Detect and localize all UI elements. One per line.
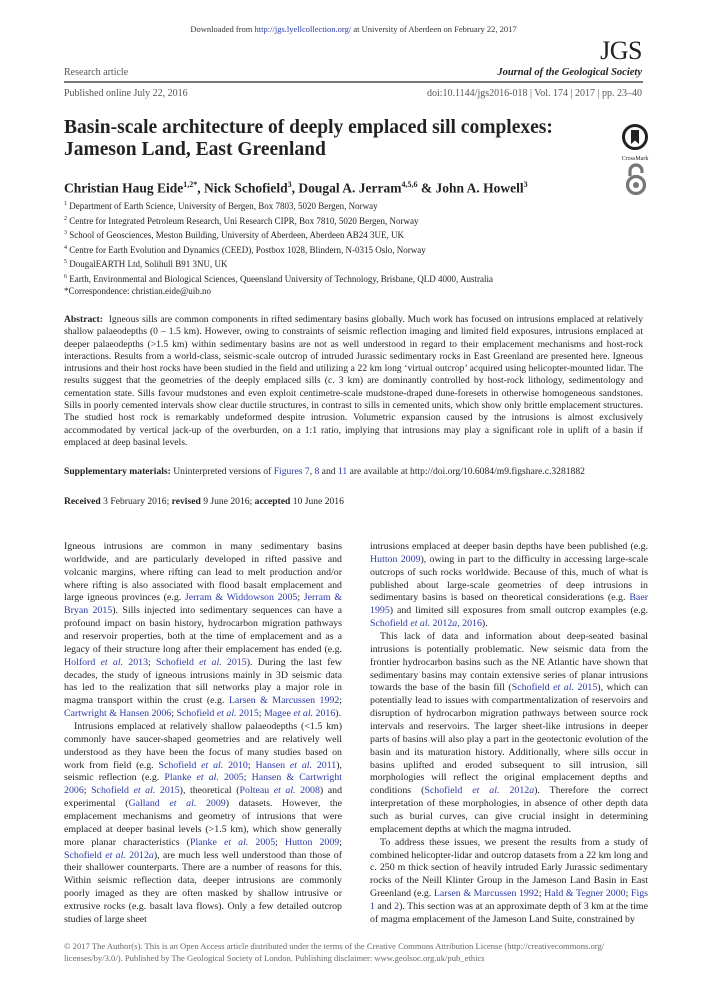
affiliation-list	[64, 198, 493, 298]
citation-link[interactable]: Magee et al. 2016	[263, 708, 336, 720]
license-line-2: licenses/by/3.0/). Published by The Geological Society of London. Publishing disclaimer: www.geolsoc.org.uk/pub_ethics	[64, 953, 485, 963]
affiliation-item	[64, 256, 493, 271]
citation-link[interactable]: Jerram & Bryan 2015	[64, 592, 342, 617]
body-text: ). This section was at an approximate depth of 3 km at the time of magma emplacement of the Jameson Land Suite, constrained by	[370, 901, 648, 925]
affiliation-text: Earth, Environmental and Biological Sciences, Queensland University of Technology, Brisbane, QLD 4000, Australia	[67, 273, 494, 284]
citation-link[interactable]: Hutton 2009	[284, 836, 340, 848]
doi-citation: doi:10.1144/jgs2016-018 | Vol. 174 | 2017 | pp. 23–40	[427, 88, 642, 99]
body-text: ). Sills injected into sedimentary sequences can have a profound impact on basin history, hydrocarbon migration pathways and reservoir properties, both at the time of emplacement and as a legacy of their structure long after their emplacement has ended (e.g.	[64, 605, 342, 655]
citation-link[interactable]: Larsen & Marcussen 1992	[433, 888, 539, 900]
author-affiliation-marker: 3	[287, 180, 292, 189]
affiliation-text: Centre for Earth Evolution and Dynamics (CEED), Postbox 1028, Blindern, N-0315 Oslo, Norway	[67, 244, 426, 255]
body-text: ) and limited sill exposures from small outcrop examples (e.g.	[389, 605, 648, 617]
citation-link[interactable]: Schofield et al. 2012a, 2016	[370, 618, 482, 630]
citation-link[interactable]: Planke et al. 2005	[164, 772, 244, 784]
separator: and	[319, 466, 338, 477]
body-text: This lack of data and information about deep-seated basinal intrusions is potentially problematic. New seismic data from the frontier hydrocarbon basins such as the NE Atlantic have shown that sedimentary basins may contain extensive series of planar intrusions towards the base of the basin fill (	[370, 631, 648, 694]
affiliation-number: 5	[64, 259, 67, 265]
body-text: Igneous intrusions are common in many sedimentary basins worldwide, and are particularly developed in rifted passive and volcanic margins, where rifting can lead to melt production and/or where rifting is also associated with flood basalt emplacement and large igneous provinces (e.g.	[64, 541, 342, 604]
citation-link[interactable]: Schofield et al. 2015	[156, 656, 247, 668]
body-text: Intrusions emplaced at relatively shallow palaeodepths (<1.5 km) commonly have saucer-shaped geometries and are relatively well understood as they have been the focus of many studies based on work from field (e.g.	[64, 721, 342, 771]
affiliation-text: Centre for Integrated Petroleum Research, Uni Research CIPR, Box 7810, 5020 Bergen, Norway	[67, 215, 419, 226]
body-text: ;	[171, 708, 177, 720]
body-text: ), seismic reflection (e.g.	[64, 759, 342, 784]
body-paragraph	[370, 541, 648, 631]
article-history	[64, 496, 344, 507]
body-text: ) and experimental (	[64, 785, 343, 810]
citation-link[interactable]: Schofield et al. 2012a	[424, 785, 535, 797]
separator: ,	[309, 466, 315, 477]
citation-link[interactable]: Planke et al. 2005	[189, 836, 276, 848]
download-suffix: at University of Aberdeen on February 22, 2017	[351, 24, 517, 34]
supplementary-label: Supplementary materials:	[64, 466, 171, 477]
citation-link[interactable]: Schofield et al. 2015	[176, 708, 259, 720]
affiliation-number: 1	[64, 201, 67, 207]
accepted-label: accepted	[254, 496, 291, 507]
body-text: ;	[243, 772, 252, 784]
abstract-text: Igneous sills are common components in rifted sedimentary basins globally. Much work has focused on intrusions emplaced at relatively shallow palaeodepths (0 – 1.5 km). However, owing to constraints of seismic reflection imaging and limited field exposures, intrusions emplaced at deeper palaeodepths (>1.5 km) within sedimentary basins are not as well understood in regard to their emplacement mechanisms and host-rock interactions. Results from a world-class, seismic-scale outcrop of intruded Jurassic sedimentary rocks in East Greenland are presented here. Igneous intrusions and their host rocks have been studied in the field and utilizing a 22 km long ‘virtual outcrop’ acquired using helicopter-mounted lidar. The results suggest that the geometries of the deeply emplaced sills (c. 3 km) are dominantly controlled by host-rock lithology, sedimentology and cementation state. Sills favour mudstones and even exploit centimetre-scale mudstone-draped dune-foresets in otherwise homogeneous sandstones. Sills in poorly cemented intervals show clear ductile structures, in contrast to sills in cemented units, which show only brittle emplacement structures. The studied host rock is remarkably undeformed despite intrusion. Volumetric expansion caused by the intrusions is almost exclusively accommodated by vertical jack-up of the overburden, on a 1:1 ratio, implying that intrusions may play a significant role in uplift of a basin if emplaced at deep basinal levels.	[64, 314, 644, 448]
journal-logo: JGS	[600, 36, 642, 65]
revised-label: revised	[171, 496, 201, 507]
body-text: ;	[83, 785, 92, 797]
download-notice	[0, 24, 707, 34]
body-text: To address these issues, we present the results from a study of combined helicopter-lidar and outcrop datasets from a 22 km long and c. 250 m thick section of heavily intruded Early Jurassic sedimentary rocks of the Neill Klinter Group in the Jameson Land Basin in East Greenland (e.g.	[370, 836, 648, 900]
body-paragraph	[64, 721, 342, 927]
figure-11-link[interactable]: 11	[337, 466, 348, 477]
received-date: 3 February 2016;	[100, 496, 172, 507]
body-text: ). Therefore the correct interpretation of these morphologies, in absence of other depth data such as burial curves, can give crucial insight in determining emplacement depths at which the magma intruded.	[370, 785, 648, 835]
title-line-2: Jameson Land, East Greenland	[64, 139, 326, 160]
citation-link[interactable]: 2	[394, 901, 400, 913]
citation-link[interactable]: Schofield et al. 2015	[91, 785, 180, 797]
affiliation-text: DougalEARTH Ltd, Solihull B91 3NU, UK	[67, 259, 228, 269]
body-text: ).	[335, 708, 342, 720]
affiliation-number: 2	[64, 215, 67, 222]
crossmark-label: CrossMark	[621, 156, 649, 162]
body-column-right	[370, 541, 648, 927]
citation-link[interactable]: Polteau et al. 2008	[239, 785, 320, 797]
author-name: John A. Howell	[435, 180, 524, 196]
affiliation-text: School of Geosciences, Meston Building, University of Aberdeen, Aberdeen AB24 3UE, UK	[67, 230, 404, 240]
received-label: Received	[64, 496, 101, 507]
affiliation-item	[64, 213, 493, 228]
body-paragraph	[370, 631, 648, 837]
revised-date: 9 June 2016;	[200, 496, 255, 507]
figure-8-link[interactable]: 8	[314, 466, 320, 477]
supplementary-url-text: are available at http://doi.org/10.6084/m9.figshare.c.3281882	[347, 466, 585, 477]
body-text: ;	[625, 888, 631, 900]
figure-7-link[interactable]: Figures 7	[273, 466, 310, 477]
author-name: Christian Haug Eide	[64, 180, 184, 196]
citation-link[interactable]: Larsen & Marcussen 1992	[228, 695, 340, 707]
body-text: ), which can potentially lead to issues with compartmentalization of reservoirs and disruption of hydrocarbon migration pathways between source rock intervals and reservoirs. The larger sheet-like intrusions in deeper parts of basins will also play a part in the geotectonic evolution of the basin and its maturation history. Additionally, where sills occur in basins uplifted and eroded subsequent to sill intrusion, sill morphologies will reflect the original emplacement depths and conditions (	[370, 682, 648, 797]
body-text: ), are much less well understood than those of their shallower counterparts. There are a number of reasons for this. Within seismic reflection data, deeper intrusions are commonly poorly imaged as they are often masked by shallow intrusive or extrusive rocks (e.g. basalt lava flows). Only a few detailed outcrop studies of large sheet	[64, 849, 342, 925]
article-title	[64, 117, 564, 161]
author-affiliation-marker: 1,2*	[183, 180, 198, 189]
body-text: ;	[258, 708, 264, 720]
published-date: Published online July 22, 2016	[64, 88, 188, 99]
author-affiliation-marker: 3	[523, 180, 528, 189]
abstract-label: Abstract:	[64, 314, 103, 325]
citation-link[interactable]: Jerram & Widdowson 2005	[184, 592, 298, 604]
body-text: ), theoretical (	[179, 785, 240, 797]
accepted-date: 10 June 2016	[290, 496, 344, 507]
download-prefix: Downloaded from	[190, 24, 255, 34]
supplementary-materials	[64, 466, 643, 478]
affiliation-item	[64, 198, 493, 213]
body-text: ;	[339, 836, 342, 848]
license-footer	[64, 940, 664, 964]
title-line-1: Basin-scale architecture of deeply emplaced sill complexes:	[64, 117, 553, 138]
body-text: and	[374, 901, 395, 913]
header-divider	[64, 81, 643, 83]
correspondence: *Correspondence: christian.eide@uib.no	[64, 286, 211, 296]
affiliation-number: 3	[64, 230, 67, 236]
body-text: ;	[247, 759, 256, 771]
citation-link[interactable]: Hald & Tegner 2000	[544, 888, 626, 900]
body-text: ;	[297, 592, 304, 604]
citation-link[interactable]: Hutton 2009	[370, 553, 421, 565]
citation-link[interactable]: Hansen & Cartwright 2006	[64, 772, 342, 797]
body-text: ), owing in part to the difficulty in accessing large-scale outcrops of such rocks worldwide. Because of this, much of what is published about large-scale geometries of deep intrusions in sedimentary basins is based on theoretical considerations (e.g.	[370, 553, 649, 604]
citation-link[interactable]: Schofield et al. 2012a	[64, 849, 154, 861]
open-access-lock-icon	[625, 162, 647, 196]
citation-link[interactable]: Figs 1	[370, 888, 648, 913]
open-access-badge	[625, 162, 647, 201]
supplementary-text: Uninterpreted versions of	[170, 466, 274, 477]
body-text: ).	[481, 618, 488, 630]
affiliation-number: 6	[64, 273, 67, 280]
affiliation-item	[64, 242, 493, 257]
body-text: ) datasets. However, the emplacement mechanisms and geometry of intrusions that were emplaced at deeper basinal levels (>1.5 km), which show generally more planar characteristics (	[64, 798, 342, 848]
article-type: Research article	[64, 67, 129, 78]
abstract	[64, 314, 643, 449]
citation-link[interactable]: Schofield et al. 2010	[158, 759, 248, 771]
citation-link[interactable]: Cartwright & Hansen 2006	[64, 708, 172, 720]
author-affiliation-marker: 4,5,6	[401, 180, 418, 189]
affiliation-number: 4	[64, 244, 67, 251]
body-text: ;	[538, 888, 545, 900]
citation-link[interactable]: Hansen et al. 2011	[255, 759, 337, 771]
body-text: intrusions emplaced at deeper basin depths have been published (e.g.	[370, 541, 648, 552]
citation-link[interactable]: Galland et al. 2009	[128, 798, 226, 810]
body-text: ). During the last few decades, the study of igneous intrusions mainly in 3D seismic data has led to the realization that sill networks play a major role in magma transport within the crust (e.g.	[64, 656, 342, 707]
license-line-1: © 2017 The Author(s). This is an Open Access article distributed under the terms of the Creative Commons Attribution License (http://creativecommons.org/	[64, 941, 605, 951]
body-paragraph	[370, 837, 648, 927]
body-text: ;	[275, 836, 285, 848]
crossmark-badge[interactable]	[620, 124, 650, 162]
body-paragraph	[64, 541, 342, 721]
author-name: Dougal A. Jerram	[298, 180, 402, 196]
author-name: Nick Schofield	[204, 180, 288, 196]
affiliation-item	[64, 271, 493, 286]
body-column-left	[64, 541, 342, 927]
citation-link[interactable]: Schofield et al. 2015	[511, 682, 598, 694]
download-source-link[interactable]: http://jgs.lyellcollection.org/	[254, 24, 352, 34]
body-text: ;	[148, 656, 157, 668]
affiliation-text: Department of Earth Science, University of Bergen, Box 7803, 5020 Bergen, Norway	[67, 201, 378, 211]
body-text: ;	[339, 695, 343, 707]
citation-link[interactable]: Baer 1995	[370, 592, 648, 617]
citation-link[interactable]: Holford et al. 2013	[64, 656, 149, 668]
author-list: Christian Haug Eide$^{1,2*}$, Nick Schofield$^3$, Dougal A. Jerram$^{4,5,6}$ & John A. Howell$^3$	[64, 180, 528, 196]
crossmark-icon	[622, 124, 648, 150]
affiliation-item	[64, 227, 493, 242]
journal-name: Journal of the Geological Society	[497, 67, 642, 78]
